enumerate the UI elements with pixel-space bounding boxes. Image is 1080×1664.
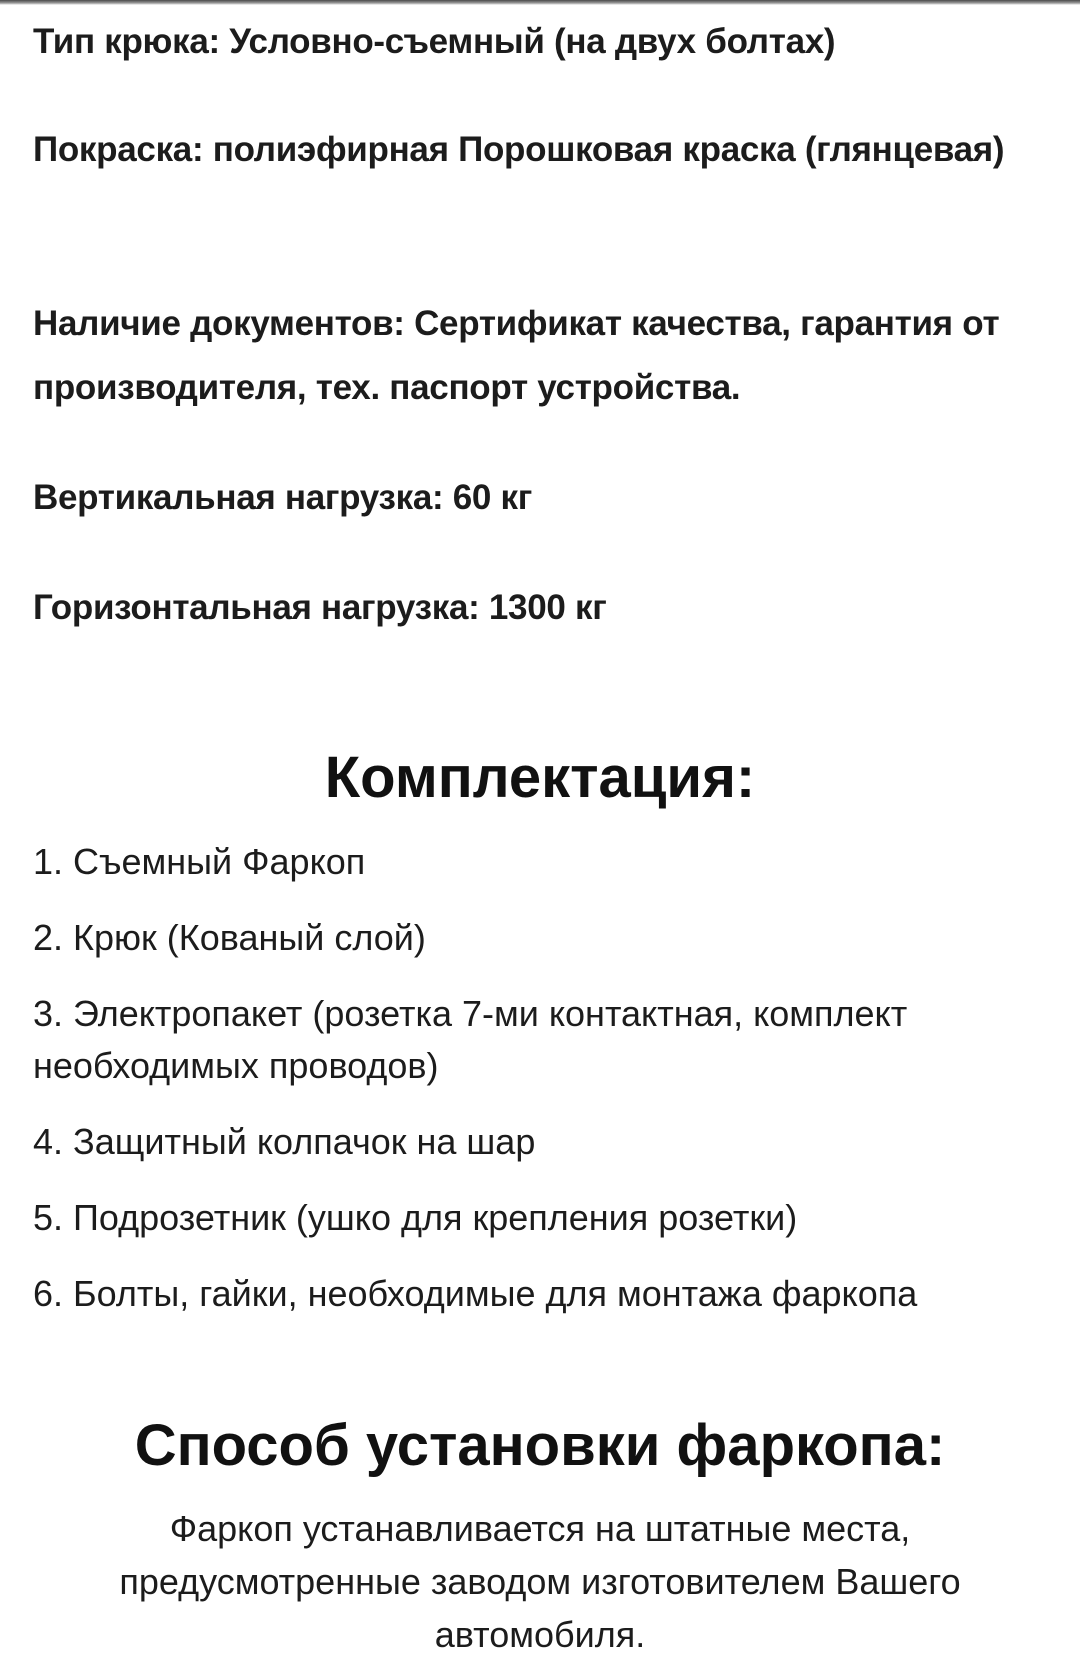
install-heading: Способ установки фаркопа:	[134, 1413, 946, 1478]
install-description: Фаркоп устанавливается на штатные места, предусмотренные заводом изготовителем Вашего автомобиля.	[119, 1508, 961, 1655]
top-edge-divider	[0, 0, 1080, 5]
kit-item-ball-cap: 4. Защитный колпачок на шар	[33, 1121, 536, 1162]
spec-horizontal-load: Горизонтальная нагрузка: 1300 кг	[33, 588, 607, 627]
spec-vertical-load: Вертикальная нагрузка: 60 кг	[33, 478, 533, 517]
kit-heading: Комплектация:	[324, 745, 756, 810]
kit-list	[33, 836, 1043, 1344]
kit-item-bolts-nuts: 6. Болты, гайки, необходимые для монтажа фаркопа	[33, 1273, 918, 1314]
kit-item-electrical-kit: 3. Электропакет (розетка 7-ми контактная, комплект необходимых проводов)	[33, 993, 908, 1086]
kit-item-hook: 2. Крюк (Кованый слой)	[33, 917, 426, 958]
spec-documents: Наличие документов: Сертификат качества, гарантия от производителя, тех. паспорт устройства.	[33, 304, 1000, 407]
kit-item-removable-towbar: 1. Съемный Фаркоп	[33, 841, 366, 882]
spec-paint: Покраска: полиэфирная Порошковая краска (глянцевая)	[33, 130, 1005, 169]
kit-item-socket-bracket: 5. Подрозетник (ушко для крепления розетки)	[33, 1197, 798, 1238]
spec-hook-type: Тип крюка: Условно-съемный (на двух болтах)	[33, 22, 836, 61]
